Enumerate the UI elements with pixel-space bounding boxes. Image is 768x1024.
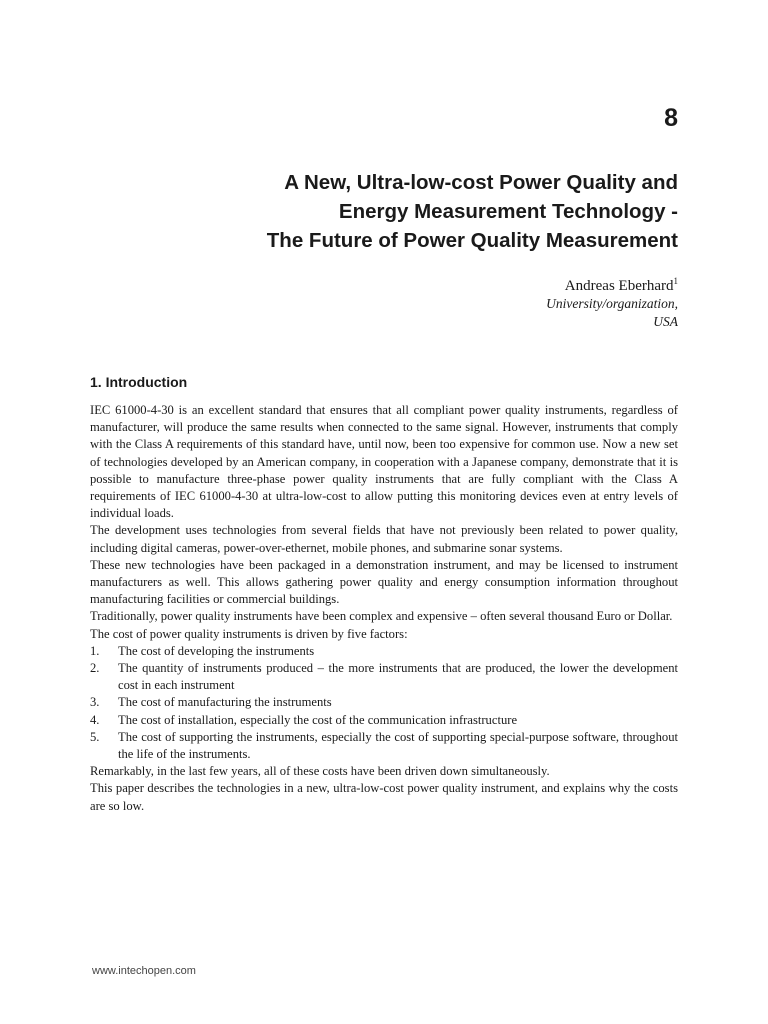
author-block xyxy=(546,272,678,331)
paragraph: The cost of power quality instruments is driven by five factors: xyxy=(90,626,408,641)
title-line: The Future of Power Quality Measurement xyxy=(266,229,678,252)
list-item xyxy=(90,712,678,729)
list-number: 3. xyxy=(90,695,100,710)
footer-url[interactable]: www.intechopen.com xyxy=(92,965,196,977)
paragraph: The development uses technologies from several fields that have not previously been related to power quality, including digital cameras, power-over-ethernet, mobile phones, and submarine sonar systems. xyxy=(90,523,678,555)
list-item xyxy=(90,643,678,660)
list-item xyxy=(90,729,678,763)
paragraph: This paper describes the technologies in a new, ultra-low-cost power quality instrument, and explains why the costs are so low. xyxy=(90,781,678,813)
list-text: The quantity of instruments produced – the more instruments that are produced, the lower the development cost in each instrument xyxy=(118,661,678,693)
section-heading: 1. Introduction xyxy=(90,374,188,390)
title-line: A New, Ultra-low-cost Power Quality and xyxy=(284,171,678,194)
title-line: Energy Measurement Technology - xyxy=(338,200,678,223)
paragraph: These new technologies have been packaged in a demonstration instrument, and may be licensed to instrument manufacturers as well. This allows gathering power quality and energy consumption information throughout manufacturing facilities or commercial buildings. xyxy=(90,557,678,607)
list-number: 5. xyxy=(90,729,100,744)
list-text: The cost of supporting the instruments, especially the cost of supporting special-purpose software, throughout the life of the instruments. xyxy=(118,729,678,762)
list-number: 1. xyxy=(90,643,100,658)
author-name: Andreas Eberhard xyxy=(564,278,674,294)
chapter-number: 8 xyxy=(664,104,678,132)
author-country: USA xyxy=(653,314,678,329)
list-text: The cost of installation, especially the cost of the communication infrastructure xyxy=(118,712,518,727)
list-number: 2. xyxy=(90,661,100,676)
author-affiliation: University/organization, xyxy=(546,296,678,311)
list-text: The cost of manufacturing the instruments xyxy=(118,695,332,710)
list-item xyxy=(90,694,678,711)
paragraph: Traditionally, power quality instruments have been complex and expensive – often several thousand Euro or Dollar. xyxy=(90,609,673,624)
list-item xyxy=(90,660,678,694)
list-text: The cost of developing the instruments xyxy=(118,643,315,658)
author-footnote-mark: 1 xyxy=(673,276,678,286)
list-number: 4. xyxy=(90,712,100,727)
cost-factors-list xyxy=(90,643,678,763)
body-text xyxy=(90,402,678,815)
paragraph: Remarkably, in the last few years, all of these costs have been driven down simultaneously. xyxy=(90,764,550,779)
paragraph: IEC 61000-4-30 is an excellent standard that ensures that all compliant power quality instruments, regardless of manufacturer, will produce the same results when connected to the same signal. However, instruments that comply with the Class A requirements of this standard have, until now, been too expensive for common use. Now a new set of technologies developed by an American company, in cooperation with a Japanese company, demonstrate that it is possible to manufacture three-phase power quality instruments that are fully compliant with the Class A requirements of IEC 61000-4-30 at ultra-low-cost to allow putting this monitoring devices even at entry levels of individual loads. xyxy=(90,403,678,521)
chapter-title xyxy=(118,168,678,255)
